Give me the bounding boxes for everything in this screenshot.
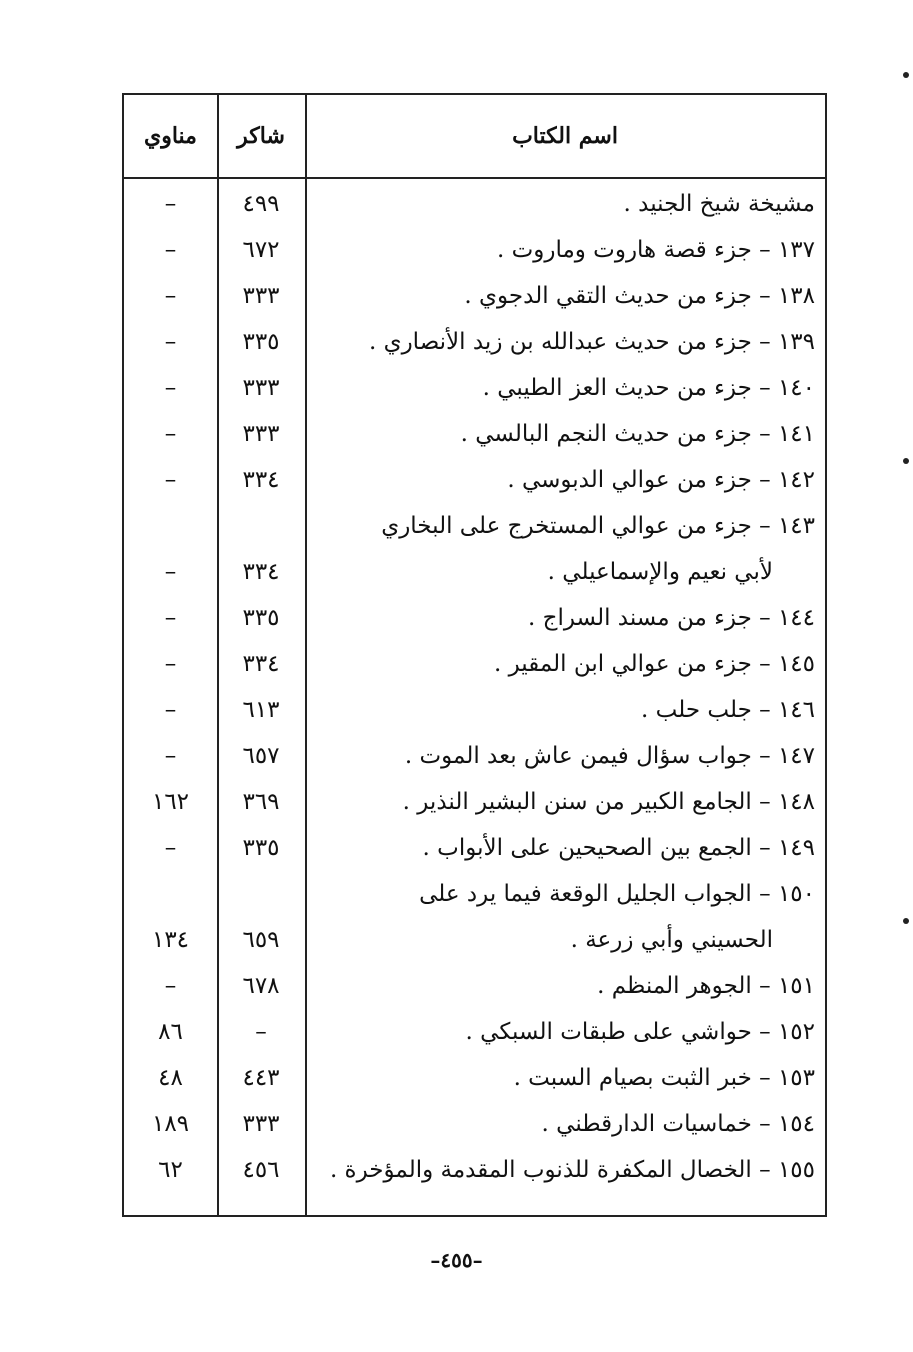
- shakir-page: ٣٣٣: [242, 1111, 280, 1137]
- manawi-page: [124, 503, 217, 549]
- shakir-page: ٦٥٧: [242, 743, 280, 769]
- manawi-page: –: [164, 421, 177, 447]
- table-row: [124, 917, 825, 963]
- book-title: ١٥٢ – حواشي على طبقات السبكي .: [465, 1019, 815, 1045]
- book-title: ١٥١ – الجوهر المنظم .: [597, 973, 815, 999]
- shakir-page: ٦٧٢: [242, 237, 280, 263]
- manawi-page: ٨٦: [158, 1019, 183, 1045]
- table-row: [124, 1009, 825, 1055]
- shakir-page: ٣٣٤: [242, 559, 280, 585]
- book-title: ١٤٥ – جزء من عوالي ابن المقير .: [493, 651, 815, 677]
- shakir-page: ٣٣٥: [242, 835, 280, 861]
- book-title: ١٤٣ – جزء من عوالي المستخرج على البخاري: [381, 513, 815, 539]
- table-row: [124, 779, 825, 825]
- table-row: [124, 1101, 825, 1147]
- book-title: ١٤٦ – جلب حلب .: [641, 697, 815, 723]
- book-title: ١٤٩ – الجمع بين الصحيحين على الأبواب .: [422, 835, 815, 861]
- edge-mark: [903, 458, 909, 464]
- book-title: ١٤٤ – جزء من مسند السراج .: [528, 605, 815, 631]
- table-row: [124, 1147, 825, 1193]
- header-shakir: شاكر: [237, 123, 285, 149]
- shakir-page: [217, 871, 305, 917]
- manawi-page: ١٦٢: [151, 789, 190, 815]
- header-book-name: اسم الكتاب: [512, 123, 618, 149]
- table-row: [124, 411, 825, 457]
- table-row: [124, 963, 825, 1009]
- shakir-page: [217, 503, 305, 549]
- shakir-page: ٦١٣: [242, 697, 280, 723]
- manawi-page: –: [164, 835, 177, 861]
- table-row: [124, 273, 825, 319]
- manawi-page: –: [164, 329, 177, 355]
- manawi-page: [124, 871, 217, 917]
- manawi-page: –: [164, 605, 177, 631]
- manawi-page: –: [164, 191, 177, 217]
- shakir-page: ٣٣٣: [242, 421, 280, 447]
- book-title: ١٥٠ – الجواب الجليل الوقعة فيما يرد على: [419, 881, 815, 907]
- shakir-page: –: [255, 1019, 267, 1045]
- shakir-page: ٣٣٣: [242, 375, 280, 401]
- book-title: ١٤٠ – جزء من حديث العز الطيبي .: [482, 375, 815, 401]
- header-manawi: مناوي: [144, 123, 197, 149]
- shakir-page: ٤٤٣: [242, 1065, 280, 1091]
- book-title: ١٤١ – جزء من حديث النجم البالسي .: [460, 421, 815, 447]
- manawi-page: –: [164, 237, 177, 263]
- table-row: [124, 227, 825, 273]
- shakir-page: ٦٥٩: [242, 927, 280, 953]
- book-title: ١٣٧ – جزء قصة هاروت وماروت .: [496, 237, 815, 263]
- manawi-page: –: [164, 375, 177, 401]
- header-separator: [124, 177, 825, 179]
- table-row: [124, 365, 825, 411]
- shakir-page: ٣٣٤: [242, 651, 280, 677]
- manawi-page: –: [164, 467, 177, 493]
- table-row: [124, 457, 825, 503]
- shakir-page: ٣٣٥: [242, 605, 280, 631]
- book-title: ١٣٨ – جزء من حديث التقي الدجوي .: [464, 283, 815, 309]
- table-row: [124, 825, 825, 871]
- table-row: [124, 687, 825, 733]
- shakir-page: ٣٣٤: [242, 467, 280, 493]
- shakir-page: ٤٥٦: [242, 1157, 280, 1183]
- page-number: –٤٥٥–: [430, 1248, 483, 1272]
- table-row: [124, 503, 825, 549]
- book-title: ١٤٧ – جواب سؤال فيمن عاش بعد الموت .: [404, 743, 815, 769]
- book-title: ١٥٤ – خماسيات الدارقطني .: [541, 1111, 815, 1137]
- table-row: [124, 641, 825, 687]
- manawi-page: –: [164, 559, 177, 585]
- shakir-page: ٦٧٨: [242, 973, 280, 999]
- shakir-page: ٣٦٩: [242, 789, 280, 815]
- manawi-page: ١٣٤: [151, 927, 190, 953]
- manawi-page: ٦٢: [158, 1157, 183, 1183]
- manawi-page: ٤٨: [158, 1065, 183, 1091]
- manawi-page: –: [164, 697, 177, 723]
- manawi-page: –: [164, 283, 177, 309]
- table-row: [124, 595, 825, 641]
- table-row: [124, 871, 825, 917]
- book-title: ١٥٥ – الخصال المكفرة للذنوب المقدمة والمؤخرة .: [329, 1157, 815, 1183]
- book-title: لأبي نعيم والإسماعيلي .: [547, 559, 773, 585]
- edge-mark: [903, 72, 909, 78]
- book-title: ١٤٢ – جزء من عوالي الدبوسي .: [507, 467, 815, 493]
- table-row: [124, 733, 825, 779]
- manawi-page: –: [164, 973, 177, 999]
- manawi-page: ١٨٩: [151, 1111, 190, 1137]
- edge-mark: [903, 918, 909, 924]
- book-title: ١٤٨ – الجامع الكبير من سنن البشير النذير .: [402, 789, 815, 815]
- book-title: ١٣٩ – جزء من حديث عبدالله بن زيد الأنصاري .: [368, 329, 815, 355]
- shakir-page: ٣٣٣: [242, 283, 280, 309]
- table-row: [124, 1055, 825, 1101]
- table-row: [124, 549, 825, 595]
- manawi-page: –: [164, 743, 177, 769]
- manawi-page: –: [164, 651, 177, 677]
- book-title: ١٥٣ – خبر الثبت بصيام السبت .: [513, 1065, 815, 1091]
- table-row: [124, 181, 825, 227]
- books-table: [122, 93, 827, 1217]
- table-row: [124, 319, 825, 365]
- book-title: الحسيني وأبي زرعة .: [570, 927, 773, 953]
- shakir-page: ٤٩٩: [242, 191, 280, 217]
- shakir-page: ٣٣٥: [242, 329, 280, 355]
- book-title: مشيخة شيخ الجنيد .: [623, 191, 815, 217]
